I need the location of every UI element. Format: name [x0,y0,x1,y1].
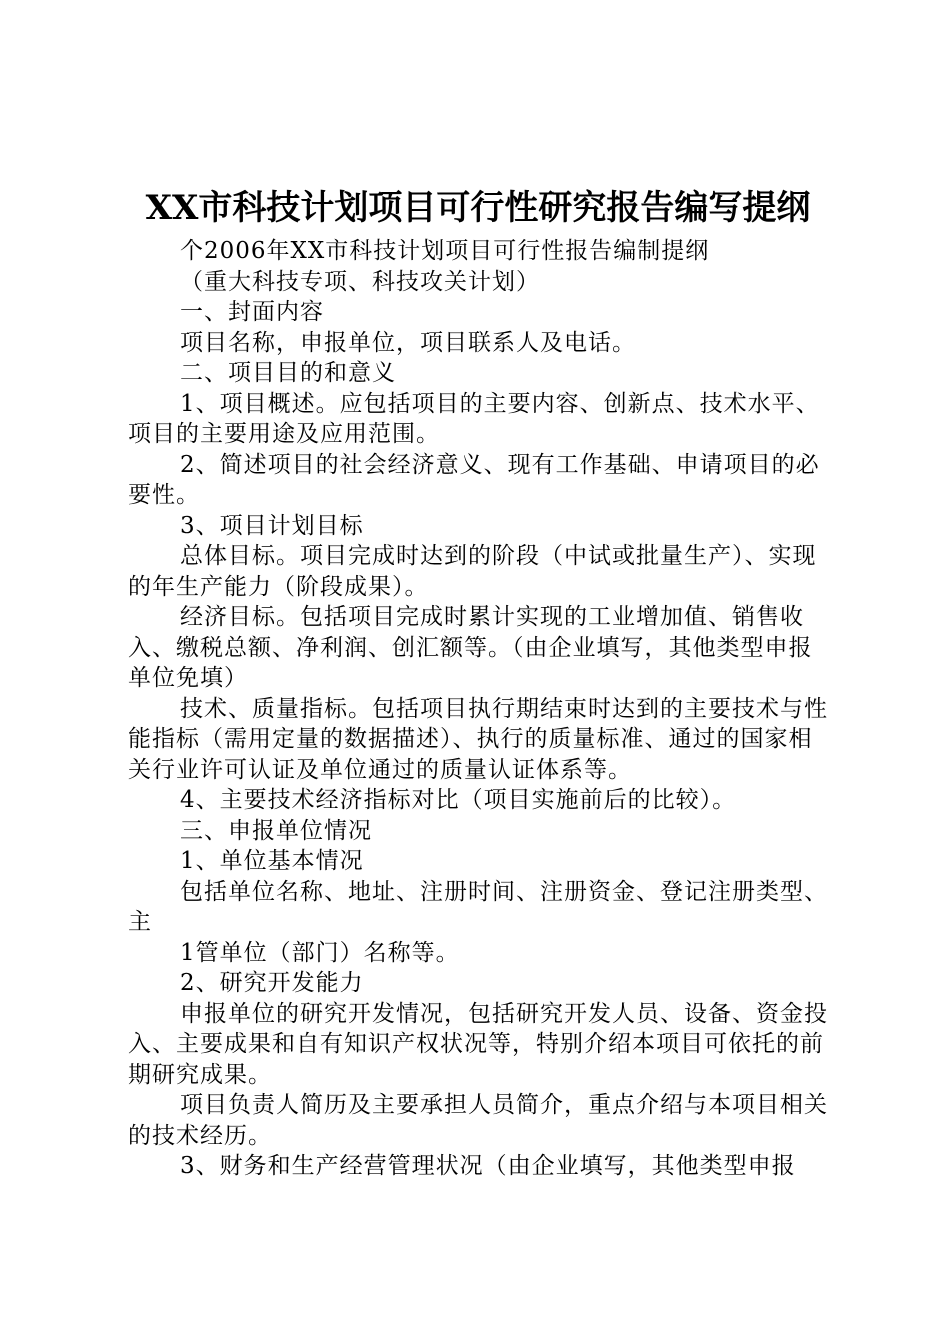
paragraph: 总体目标。项目完成时达到的阶段（中试或批量生产）、实现的年生产能力（阶段成果）。 [128,543,817,600]
subsection-heading: 3、财务和生产经营管理状况（由企业填写，其他类型申报 [180,1153,796,1179]
paragraph: 项目名称，申报单位，项目联系人及电话。 [180,329,636,356]
subsection-heading: 2、研究开发能力 [180,970,364,996]
subsection-heading: 3、项目计划目标 [180,512,364,539]
subsection-heading: 1、单位基本情况 [180,848,364,874]
paragraph: 技术、质量指标。包括项目执行期结束时达到的主要技术与性能指标（需用定量的数据描述）、执行的质量标准、通过的国家相关行业许可认证及单位通过的质量认证体系等。 [128,695,828,783]
section-heading: 一、封面内容 [180,299,324,325]
section-heading: 三、申报单位情况 [180,817,372,844]
paragraph: 个2006年XX市科技计划项目可行性报告编制提纲 [180,238,710,264]
paragraph: （重大科技专项、科技攻关计划） [180,268,540,295]
paragraph: 包括单位名称、地址、注册时间、注册资金、登记注册类型、主 [128,878,828,935]
paragraph: 2、简述项目的社会经济意义、现有工作基础、申请项目的必要性。 [128,451,820,508]
section-heading: 二、项目目的和意义 [180,360,396,386]
paragraph: 1管单位（部门）名称等。 [180,939,460,966]
paragraph: 项目负责人简历及主要承担人员简介，重点介绍与本项目相关的技术经历。 [128,1092,828,1149]
paragraph: 4、主要技术经济指标对比（项目实施前后的比较）。 [180,787,737,813]
document-title: XX市科技计划项目可行性研究报告编写提纲 [145,188,811,228]
document-body [128,236,833,1182]
paragraph: 经济目标。包括项目完成时累计实现的工业增加值、销售收入、缴税总额、净利润、创汇额等。（由企业填写，其他类型申报单位免填） [128,604,813,691]
paragraph: 1、项目概述。应包括项目的主要内容、创新点、技术水平、项目的主要用途及应用范围。 [128,390,820,447]
paragraph: 申报单位的研究开发情况，包括研究开发人员、设备、资金投入、主要成果和自有知识产权状况等，特别介绍本项目可依托的前期研究成果。 [128,1000,828,1088]
